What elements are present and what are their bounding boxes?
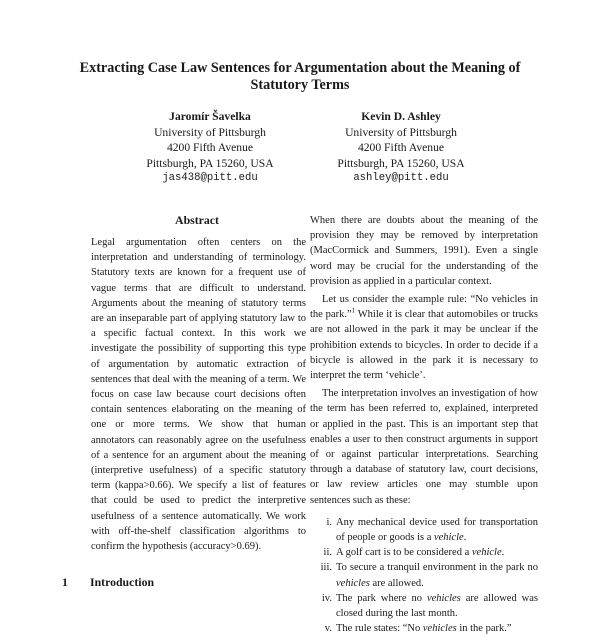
paragraph: When there are doubts about the meaning of the provision they may be removed by interpretation (MacCormick and Summers, 1991). Even a single word may be crucial for the understanding of the provision as applied in a particular context. <box>310 215 538 287</box>
statutory-term: vehicle <box>433 532 464 544</box>
statutory-term: vehicle <box>471 547 502 559</box>
statutory-term: vehicles <box>426 592 461 604</box>
list-item-label: iii. <box>320 562 332 574</box>
section-title: Introduction <box>90 575 155 589</box>
author-address: 4200 Fifth Avenue <box>357 141 445 154</box>
section-number: 1 <box>62 575 68 589</box>
author-name: Jaromír Šavelka <box>169 110 251 123</box>
author-name: Kevin D. Ashley <box>361 110 441 123</box>
author-block-1 <box>100 109 320 187</box>
list-item-text: . <box>501 547 505 559</box>
list-item-label: ii. <box>323 547 332 559</box>
right-column <box>310 213 538 636</box>
statutory-term: vehicles <box>336 577 370 589</box>
author-email: ashley@pitt.edu <box>353 172 449 184</box>
author-affiliation: University of Pittsburgh <box>345 125 457 139</box>
example-sentence-list <box>310 515 538 636</box>
statutory-term: vehicles <box>422 623 457 635</box>
author-block-2 <box>291 109 511 187</box>
list-item-text: The rule states: “No <box>336 623 423 635</box>
paragraph <box>310 292 538 383</box>
list-item-label: v. <box>324 623 332 635</box>
paper-title: Extracting Case Law Sentences for Argumentation about the Meaning of Statutory Terms <box>79 60 521 93</box>
list-item-text: Any mechanical device used for transportation of people or goods is a <box>336 516 538 544</box>
list-item-text: A golf cart is to be considered a <box>336 547 472 559</box>
author-city: Pittsburgh, PA 15260, USA <box>146 156 274 170</box>
list-item-text: . <box>463 532 467 544</box>
list-item <box>310 560 538 590</box>
list-item-text: in the park.” <box>456 623 512 635</box>
abstract-heading: Abstract <box>175 213 219 227</box>
list-item-label: i. <box>326 516 332 528</box>
paragraph-text: While it is clear that automobiles or trucks are not allowed in the park it may be unclear if the prohibition extends to bicycles. In order to decide if a bicycle is allowed in the park it is necessary to interpret the term ‘vehicle’. <box>310 309 538 382</box>
abstract-text: Legal argumentation often centers on the interpretation and understanding of terminology. Statutory texts are known for a frequent use of vague terms that are difficult to understand. Arguments about the meaning of statutory terms are an inseparable part of applying statutory law to a specific factual context. In this work we investigate the possibility of supporting this type of argumentation by automatic extraction of sentences that deal with the meaning of a term. We focus on case law because court decisions often contain sentences elaborating on the meaning of one or more terms. We show that human annotators can reasonably agree on the usefulness of a sentence for an argument about the meaning (interpretive usefulness) of a specific statutory term (kappa>0.66). We specify a list of features that could be used to predict the interpretive usefulness of a sentence automatically. We work with off-the-shelf classification algorithms to confirm the hypothesis (accuracy>0.69). <box>91 237 306 553</box>
author-email: jas438@pitt.edu <box>162 172 258 184</box>
author-address: 4200 Fifth Avenue <box>166 141 254 154</box>
list-item-text: The park where no <box>336 592 427 604</box>
section-heading <box>62 575 154 590</box>
author-affiliation: University of Pittsburgh <box>154 125 266 139</box>
list-item <box>310 545 538 560</box>
footnote-marker: 1 <box>351 306 356 315</box>
author-city: Pittsburgh, PA 15260, USA <box>337 156 465 170</box>
list-item <box>310 591 538 621</box>
list-item-text: are allowed was closed during the last month. <box>336 592 538 620</box>
list-item <box>310 515 538 545</box>
list-item-text: are allowed. <box>369 577 424 589</box>
list-item <box>310 621 538 636</box>
paragraph: The interpretation involves an investigation of how the term has been referred to, explained, interpreted or applied in the past. This is an important step that enables a user to then construct arguments in support of or against particular interpretations. Searching through a database of statutory law, court decisions, or law review articles one may stumble upon sentences such as these: <box>310 388 538 506</box>
paragraph-text: Let us consider the example rule: “No vehicles in the park.” <box>310 294 538 321</box>
list-item-text: To secure a tranquil environment in the park no <box>336 562 538 574</box>
list-item-label: iv. <box>321 592 332 604</box>
